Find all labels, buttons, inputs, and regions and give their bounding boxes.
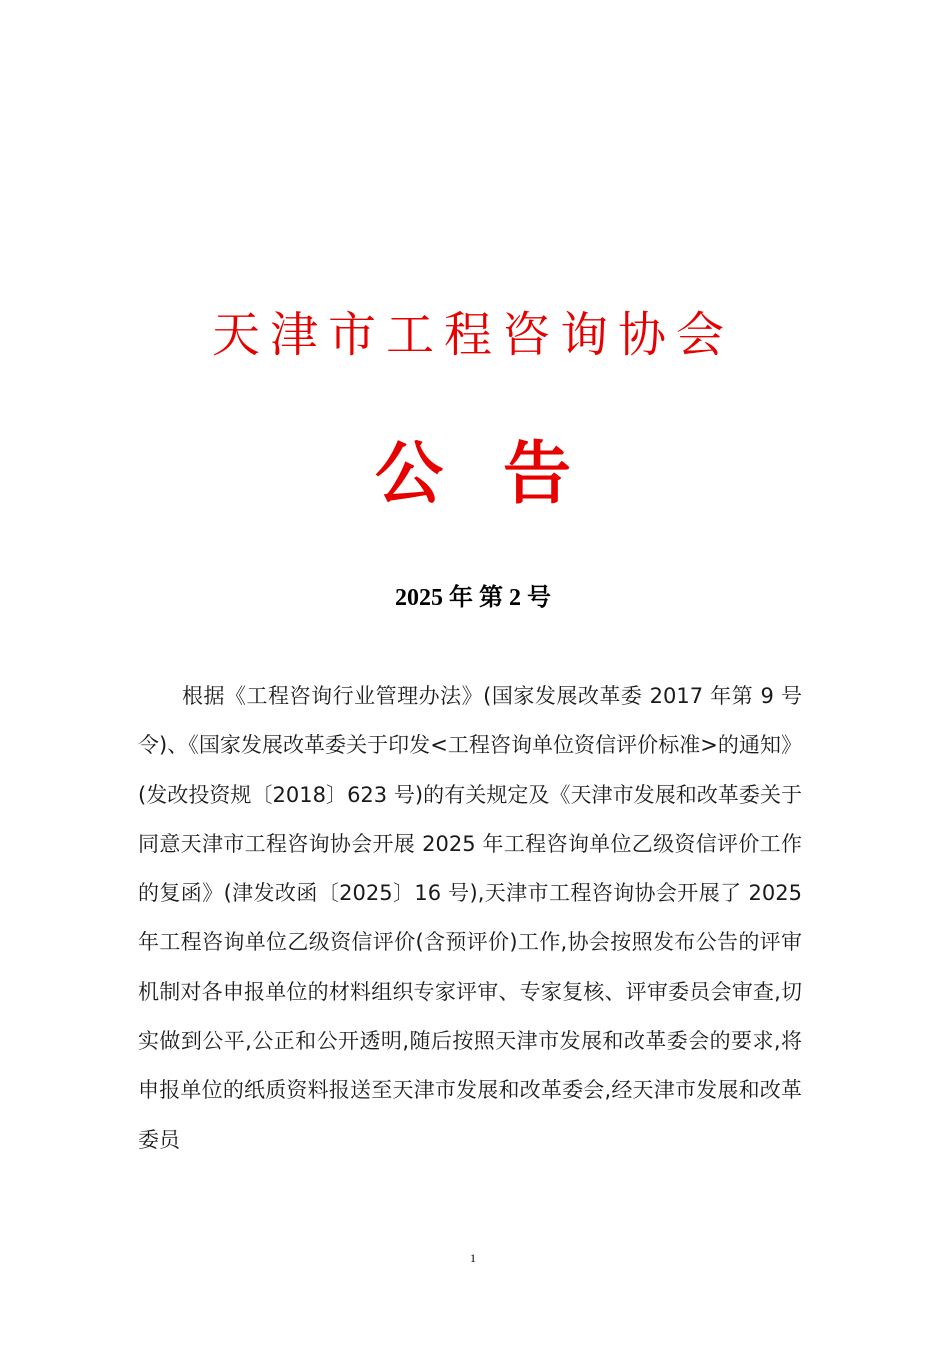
body-paragraph: 根据《工程咨询行业管理办法》(国家发展改革委 2017 年第 9 号令)、《国家发展改革委关于印发<工程咨询单位资信评价标准>的通知》(发改投资规〔2018〕623 号)的有关规定及《天津市发展和改革委关于同意天津市工程咨询协会开展 2025 年工程咨询单位乙级资信评价工作的复函》(津发改函〔2025〕16 号),天津市工程咨询协会开展了 2025 年工程咨询单位乙级资信评价(含预评价)工作,协会按照发布公告的评审机制对各申报单位的材料组织专家评审、专家复核、评审委员会审查,切实做到公平,公正和公开透明,随后按照天津市发展和改革委会的要求,将申报单位的纸质资料报送至天津市发展和改革委会,经天津市发展和改革委员: [138, 684, 802, 1152]
document-type-char-1: 公: [374, 434, 443, 514]
organization-title: 天津市工程咨询协会: [211, 307, 734, 363]
document-type-title: [0, 432, 946, 516]
page-number: 1: [470, 1251, 476, 1265]
document-number: 2025 年 第 2 号: [395, 585, 551, 611]
document-type-char-2: 告: [503, 434, 572, 514]
